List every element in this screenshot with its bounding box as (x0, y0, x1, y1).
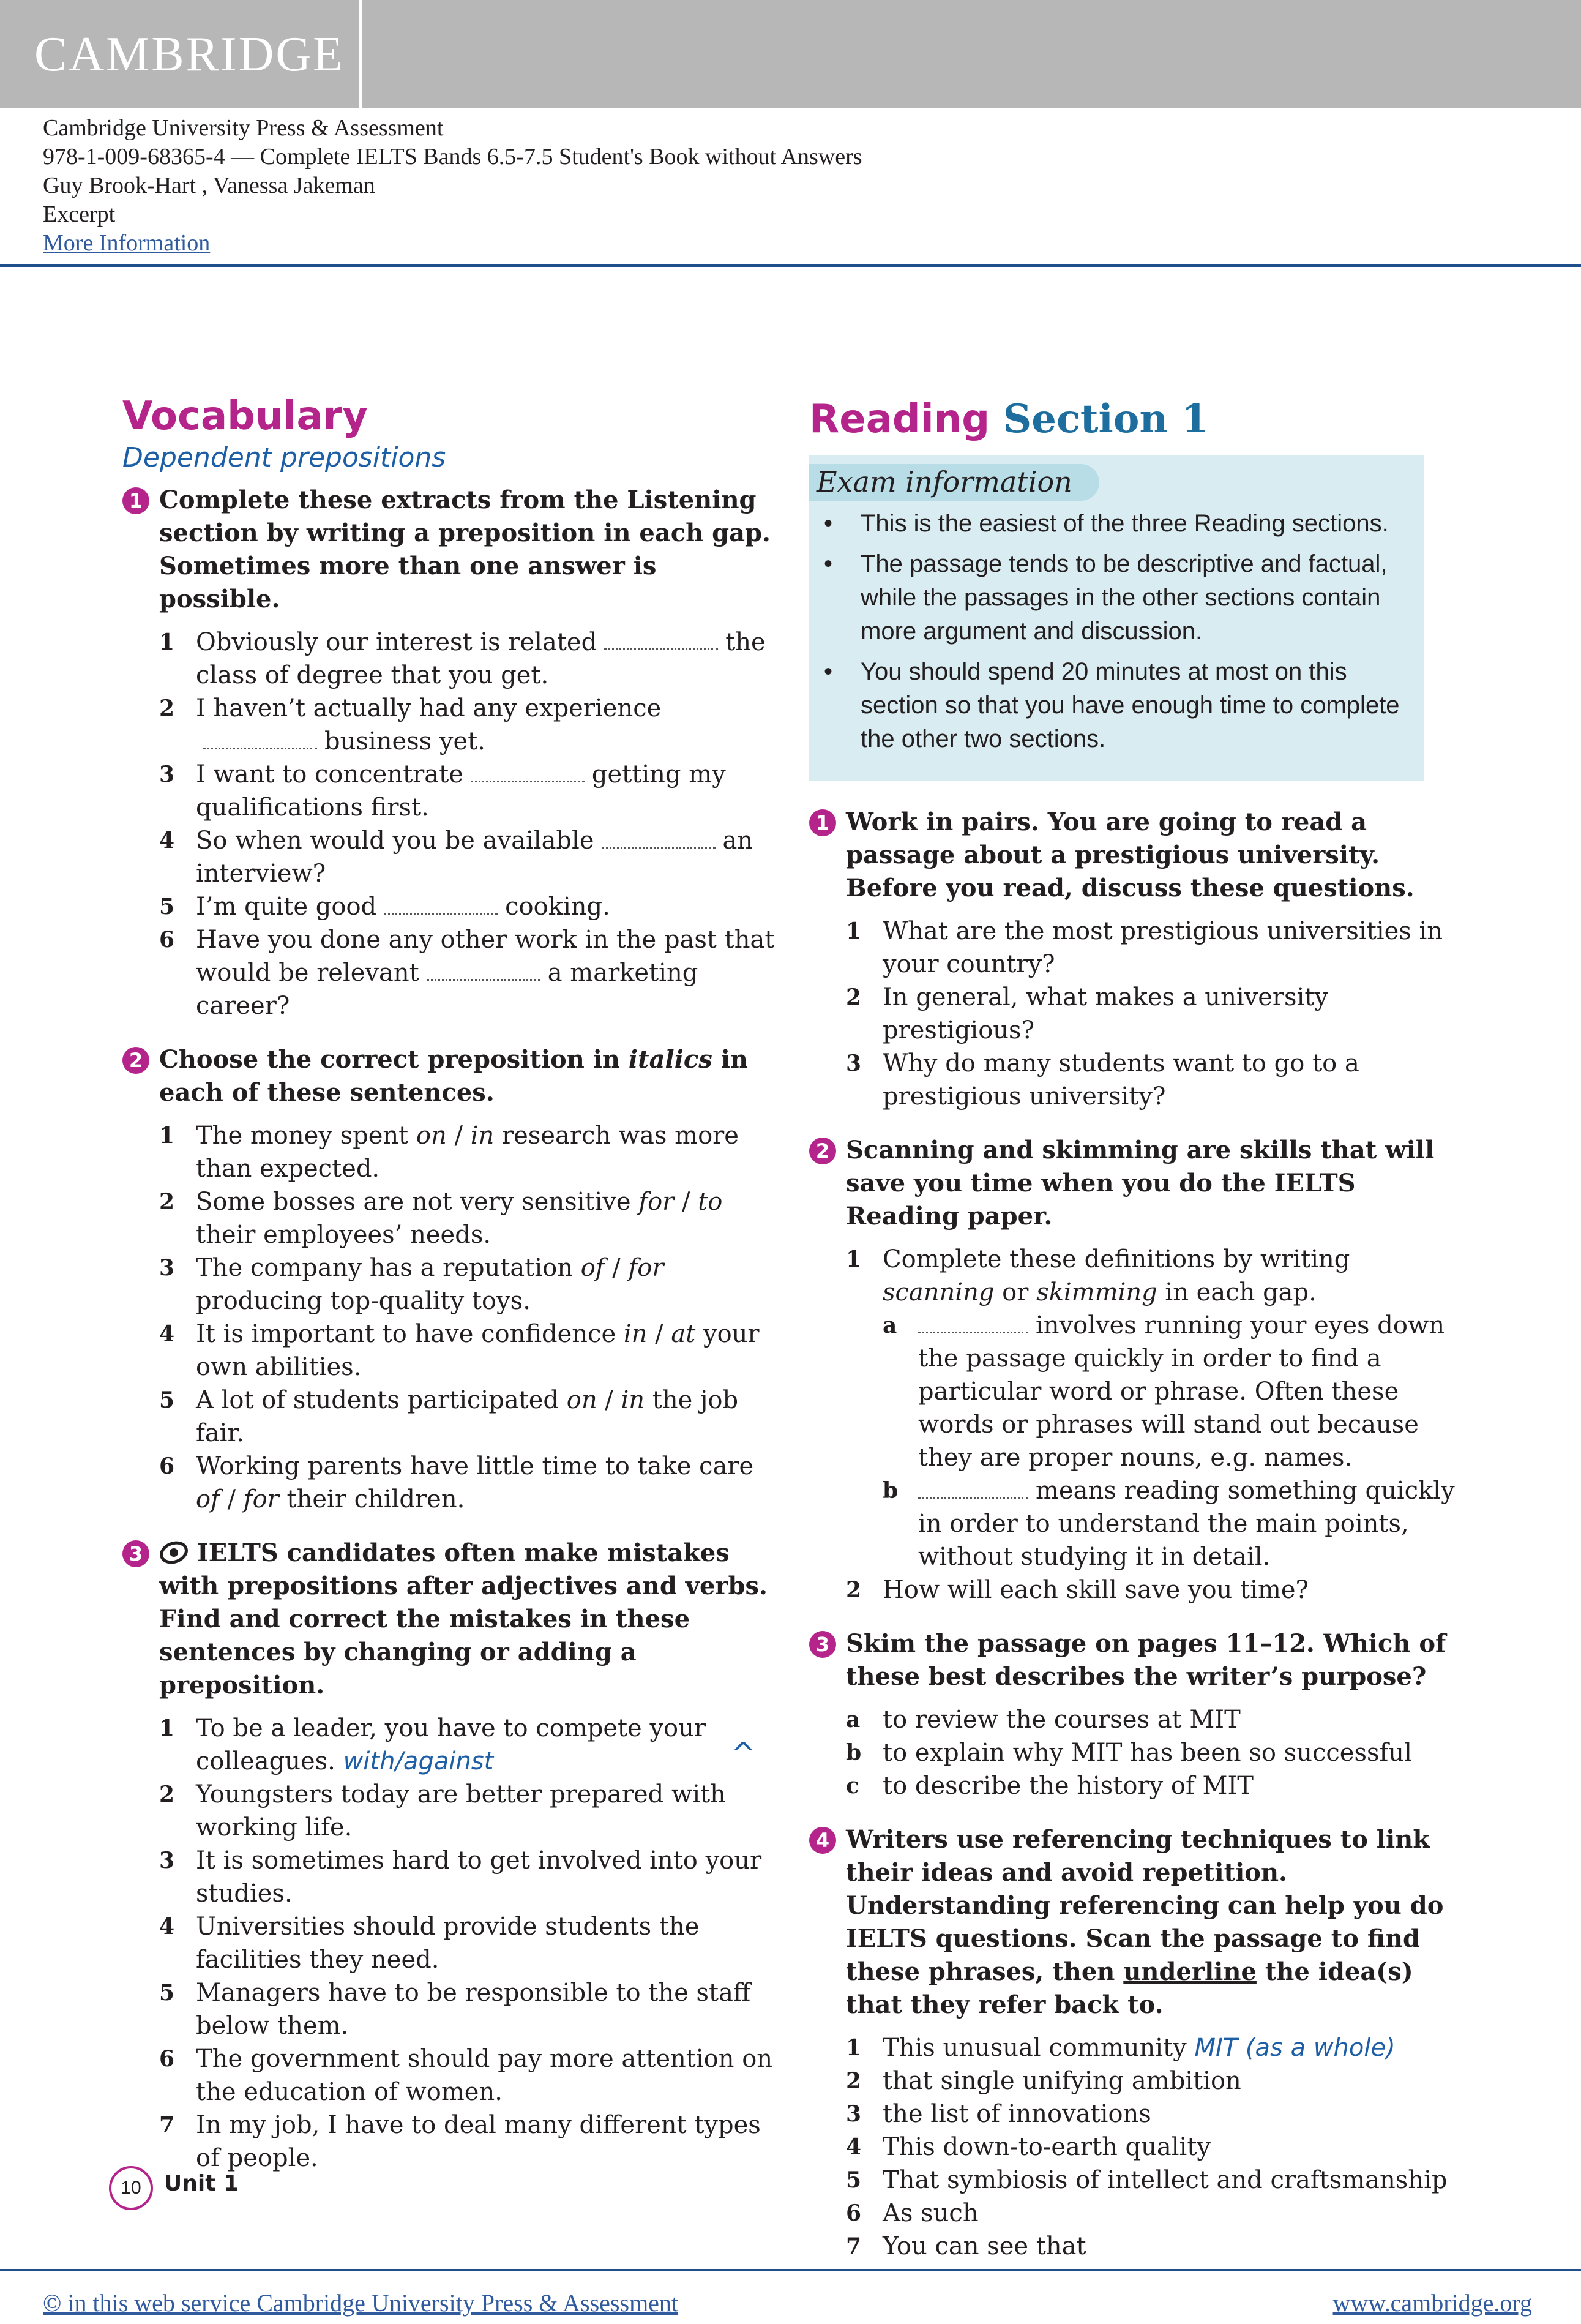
vocab-task-3 (122, 1537, 777, 2175)
option-item[interactable]: b to explain why MIT has been so successful (846, 1739, 1412, 1767)
page-number: 10 (109, 2166, 153, 2210)
option[interactable]: in (470, 1122, 495, 1150)
section-label: Section 1 (1003, 396, 1209, 442)
vocabulary-column (122, 392, 777, 2175)
authors: Guy Brook-Hart , Vanessa Jakeman (43, 173, 375, 198)
task-number: 3 (809, 1631, 836, 1658)
insertion-caret: ^ (731, 1736, 755, 1769)
list-item: 2 I haven’t actually had any experiencebusiness yet. (159, 694, 662, 755)
option-item[interactable]: c to describe the history of MIT (846, 1772, 1254, 1800)
list-item: 4 This down-to-earth quality (846, 2133, 1211, 2161)
list-item: 3 The company has a reputation of / for producing top-quality toys. (159, 1254, 664, 1315)
task-instruction: Complete these extracts from the Listening section by writing a preposition in each gap. Sometimes more than one answer is possible. (159, 485, 771, 613)
list-item: 2 How will each skill save you time? (846, 1576, 1309, 1604)
bullet-item: • The passage tends to be descriptive and factual, while the passages in the other sections contain more argument and discussion. (824, 547, 1424, 648)
list-item: 7 In my job, I have to deal many different types of people. (159, 2111, 761, 2172)
list-item: 5 I’m quite good cooking. (159, 890, 777, 923)
reading-task-3 (809, 1627, 1463, 1802)
option[interactable]: in (623, 1320, 648, 1348)
option[interactable]: for (243, 1485, 279, 1513)
list-item: 3 I want to concentrate getting my qualifications first. (159, 758, 777, 824)
list-item: 4 Universities should provide students the facilities they need. (159, 1913, 700, 1974)
header-bar (0, 0, 1581, 108)
task-instruction: IELTS candidates often make mistakes with prepositions after adjectives and verbs. Find and correct the mistakes in these sentences by changing or adding a preposition. (159, 1539, 768, 1700)
option[interactable]: for (628, 1254, 664, 1282)
vocab-task-2 (122, 1043, 777, 1516)
answer-gap[interactable] (604, 626, 718, 650)
list-item: 4 It is important to have confidence in / at your own abilities. (159, 1320, 760, 1381)
list-item: 6 The government should pay more attention on the education of women. (159, 2045, 773, 2106)
handwritten-answer: MIT (as a whole) (1194, 2034, 1396, 2062)
list-item: 1 The money spent on / in research was more than expected. (159, 1122, 739, 1183)
list-item: 4 So when would you be available an interview? (159, 824, 777, 890)
list-item: 5 A lot of students participated on / in the job fair. (159, 1386, 739, 1447)
option[interactable]: on (566, 1386, 597, 1414)
vocabulary-title: Vocabulary (122, 394, 368, 439)
more-information-link[interactable]: More Information (43, 230, 211, 256)
vocabulary-subtitle: Dependent prepositions (122, 442, 446, 473)
task-instruction: Scanning and skimming are skills that will save you time when you do the IELTS Reading paper. (846, 1136, 1435, 1231)
answer-gap[interactable] (471, 759, 585, 782)
cambridge-logo[interactable]: CAMBRIDGE (34, 28, 345, 81)
option-item[interactable]: a to review the courses at MIT (846, 1706, 1241, 1734)
bullet-item: • You should spend 20 minutes at most on this section so that you have enough time to complete the other two sections. (824, 655, 1424, 756)
logo-box (0, 0, 362, 108)
answer-gap[interactable] (602, 825, 716, 849)
list-item: 3 Why do many students want to go to a prestigious university? (846, 1049, 1359, 1111)
list-item: 2 Some bosses are not very sensitive for / to their employees’ needs. (159, 1188, 723, 1249)
task-number: 2 (809, 1138, 836, 1164)
isbn-title: 978-1-009-68365-4 — Complete IELTS Bands 6.5-7.5 Student's Book without Answers (43, 144, 862, 170)
bullet-item: • This is the easiest of the three Reading sections. (824, 507, 1424, 541)
reading-task-4 (809, 1823, 1463, 2263)
option[interactable]: in (621, 1386, 645, 1414)
exam-information-heading: Exam information (809, 464, 1099, 501)
list-item: 7 You can see that (846, 2232, 1086, 2260)
reading-task-2 (809, 1134, 1463, 1606)
option[interactable]: of (580, 1254, 605, 1282)
list-item: 2 that single unifying ambition (846, 2067, 1241, 2095)
footer-divider (0, 2269, 1581, 2271)
eye-icon (159, 1540, 189, 1565)
answer-gap[interactable] (384, 891, 498, 915)
definition-b: b means reading something quickly in order to understand the main points, without studying it in detail. (883, 1474, 1463, 1573)
task-number: 1 (122, 487, 149, 514)
task-number: 3 (122, 1540, 149, 1567)
task-instruction: Writers use referencing techniques to link their ideas and avoid repetition. Understanding referencing can help you do IELTS questions. Scan the passage to find these phrases, then underline the idea(s) that they refer back to. (846, 1825, 1444, 2019)
definition-a: a involves running your eyes down the passage quickly in order to find a particular word or phrase. Often these words or phrases will stand out because they are proper nouns, e.g. names. (883, 1309, 1463, 1474)
book-metadata (43, 114, 862, 258)
answer-gap[interactable] (203, 725, 317, 749)
reading-column (809, 392, 1463, 2263)
list-item: 6 As such (846, 2199, 979, 2227)
excerpt-label: Excerpt (43, 201, 116, 227)
task-number: 2 (122, 1047, 149, 1074)
list-item: 5 Managers have to be responsible to the staff below them. (159, 1979, 751, 2040)
task-instruction: Work in pairs. You are going to read a passage about a prestigious university. Before you read, discuss these questions. (846, 808, 1415, 902)
list-item: 3 the list of innovations (846, 2100, 1151, 2128)
website-link[interactable]: www.cambridge.org (1332, 2289, 1532, 2317)
publisher: Cambridge University Press & Assessment (43, 115, 444, 141)
list-item: 6 Have you done any other work in the past that would be relevant a marketing career? (159, 926, 775, 1020)
option[interactable]: of (196, 1485, 220, 1513)
task-number: 4 (809, 1827, 836, 1854)
answer-gap[interactable] (427, 957, 540, 981)
list-item: 3 It is sometimes hard to get involved into your studies. (159, 1846, 762, 1908)
list-item: 5 That symbiosis of intellect and craftsmanship (846, 2166, 1448, 2194)
handwritten-answer: with/against (343, 1747, 494, 1775)
list-item: 1 What are the most prestigious universities in your country? (846, 917, 1443, 978)
list-item: 2 Youngsters today are better prepared with working life. (159, 1780, 726, 1842)
task-number: 1 (809, 809, 836, 836)
reading-title: Reading Section 1 (809, 396, 1209, 442)
copyright-link[interactable]: © in this web service Cambridge University Press & Assessment (43, 2289, 679, 2317)
answer-gap[interactable] (918, 1310, 1028, 1333)
option[interactable]: to (698, 1188, 723, 1216)
list-item: 1 This unusual community MIT (as a whole) (846, 2034, 1396, 2062)
list-item: 1 Complete these definitions by writing scanning or skimming in each gap. a involves running your eyes down the passage quickly in order to find a particular word or phrase. Often these words or phrases will stand out because they are proper nouns, e.g. names. b means reading something quickly in order to understand the main points, without studying it in detail. (846, 1243, 1463, 1573)
exam-information-box (809, 455, 1424, 781)
task-instruction: Choose the correct preposition in italics in each of these sentences. (159, 1045, 748, 1107)
list-item: 6 Working parents have little time to take care of / for their children. (159, 1452, 754, 1513)
option[interactable]: on (416, 1122, 447, 1150)
list-item: 1 Obviously our interest is related the class of degree that you get. (159, 626, 777, 692)
unit-label: Unit 1 (164, 2171, 239, 2196)
option[interactable]: for (638, 1188, 675, 1216)
header-divider (0, 264, 1581, 267)
vocab-task-1 (122, 484, 777, 1022)
task-instruction: Skim the passage on pages 11–12. Which of these best describes the writer’s purpose? (846, 1629, 1446, 1691)
list-item: 2 In general, what makes a university prestigious? (846, 983, 1329, 1044)
answer-gap[interactable] (918, 1475, 1028, 1499)
list-item: 1 To be a leader, you have to compete your colleagues. with/against (159, 1714, 706, 1775)
reading-task-1 (809, 806, 1463, 1113)
option[interactable]: at (671, 1320, 696, 1348)
